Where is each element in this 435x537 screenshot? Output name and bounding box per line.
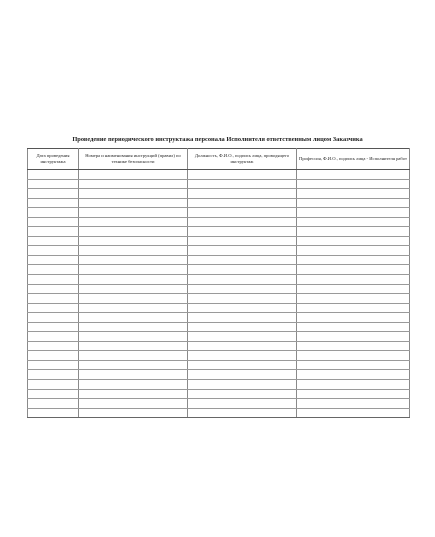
instruction-journal-table xyxy=(27,148,410,418)
table-cell xyxy=(297,294,410,304)
table-cell xyxy=(28,265,79,275)
table-cell xyxy=(297,170,410,180)
table-cell xyxy=(188,198,297,208)
table-cell xyxy=(28,294,79,304)
table-header-row xyxy=(28,149,410,170)
table-cell xyxy=(297,275,410,285)
table-cell xyxy=(297,351,410,361)
table-cell xyxy=(79,341,188,351)
table-cell xyxy=(297,284,410,294)
table-cell xyxy=(188,370,297,380)
table-cell xyxy=(297,265,410,275)
table-cell xyxy=(79,360,188,370)
table-cell xyxy=(188,389,297,399)
table-cell xyxy=(188,408,297,418)
table-cell xyxy=(188,380,297,390)
table-cell xyxy=(188,303,297,313)
header-date: Дата проведения инструктажа xyxy=(28,149,79,170)
table-cell xyxy=(28,389,79,399)
table-cell xyxy=(28,189,79,199)
table-row xyxy=(28,275,410,285)
table-row xyxy=(28,313,410,323)
table-cell xyxy=(79,275,188,285)
table-cell xyxy=(79,399,188,409)
table-row xyxy=(28,360,410,370)
table-cell xyxy=(28,313,79,323)
table-cell xyxy=(28,208,79,218)
document-title: Проведение периодического инструктажа персонала Исполнителя ответственным лицом Заказчика xyxy=(72,136,363,143)
table-row xyxy=(28,246,410,256)
table-cell xyxy=(188,246,297,256)
table-cell xyxy=(297,341,410,351)
table-cell xyxy=(297,198,410,208)
table-cell xyxy=(297,389,410,399)
table-cell xyxy=(188,189,297,199)
table-row xyxy=(28,380,410,390)
table-cell xyxy=(79,294,188,304)
table-cell xyxy=(297,227,410,237)
table-row xyxy=(28,408,410,418)
table-cell xyxy=(79,313,188,323)
table-cell xyxy=(28,246,79,256)
table-cell xyxy=(28,360,79,370)
table-cell xyxy=(28,236,79,246)
table-cell xyxy=(188,341,297,351)
table-row xyxy=(28,255,410,265)
table-cell xyxy=(188,322,297,332)
table-cell xyxy=(79,389,188,399)
table-cell xyxy=(188,179,297,189)
table-cell xyxy=(79,179,188,189)
table-cell xyxy=(28,332,79,342)
table-cell xyxy=(28,284,79,294)
table-cell xyxy=(28,341,79,351)
table-cell xyxy=(297,255,410,265)
table-cell xyxy=(188,170,297,180)
table-cell xyxy=(28,370,79,380)
table-cell xyxy=(188,294,297,304)
table-cell xyxy=(79,351,188,361)
table-row xyxy=(28,284,410,294)
header-performer: Профессия, Ф.И.О., подпись лица - Исполнителя работ xyxy=(297,149,410,170)
table-cell xyxy=(188,284,297,294)
table-cell xyxy=(79,189,188,199)
table-cell xyxy=(188,236,297,246)
table-cell xyxy=(297,370,410,380)
table-cell xyxy=(79,198,188,208)
table-cell xyxy=(79,236,188,246)
table-cell xyxy=(297,408,410,418)
table-cell xyxy=(297,332,410,342)
table-cell xyxy=(297,246,410,256)
table-cell xyxy=(28,380,79,390)
table-cell xyxy=(79,332,188,342)
table-cell xyxy=(79,170,188,180)
table-cell xyxy=(297,313,410,323)
table-row xyxy=(28,389,410,399)
table-row xyxy=(28,189,410,199)
table-cell xyxy=(28,255,79,265)
table-cell xyxy=(297,380,410,390)
table-cell xyxy=(79,246,188,256)
table-cell xyxy=(188,275,297,285)
table-cell xyxy=(188,208,297,218)
table-cell xyxy=(79,227,188,237)
table-cell xyxy=(188,360,297,370)
table-row xyxy=(28,341,410,351)
table-cell xyxy=(28,408,79,418)
table-row xyxy=(28,399,410,409)
table-cell xyxy=(79,380,188,390)
table-cell xyxy=(188,255,297,265)
table-cell xyxy=(28,303,79,313)
table-cell xyxy=(297,360,410,370)
table-cell xyxy=(79,303,188,313)
table-cell xyxy=(297,189,410,199)
table-cell xyxy=(28,399,79,409)
table-cell xyxy=(28,322,79,332)
table-cell xyxy=(28,198,79,208)
table-cell xyxy=(28,179,79,189)
table-cell xyxy=(79,265,188,275)
table-row xyxy=(28,332,410,342)
table-cell xyxy=(188,351,297,361)
table-cell xyxy=(188,313,297,323)
table-row xyxy=(28,179,410,189)
table-cell xyxy=(297,303,410,313)
table-cell xyxy=(79,408,188,418)
table-cell xyxy=(28,275,79,285)
table-row xyxy=(28,322,410,332)
table-cell xyxy=(297,399,410,409)
table-cell xyxy=(28,351,79,361)
table-cell xyxy=(188,332,297,342)
table-row xyxy=(28,170,410,180)
header-instruction-numbers: Номера и наименования инструкций (правил) по технике безопасности xyxy=(79,149,188,170)
table-cell xyxy=(188,399,297,409)
table-row xyxy=(28,227,410,237)
table-cell xyxy=(297,179,410,189)
table-cell xyxy=(79,284,188,294)
table-row xyxy=(28,351,410,361)
table-cell xyxy=(28,227,79,237)
table-cell xyxy=(79,255,188,265)
table-row xyxy=(28,303,410,313)
table-cell xyxy=(188,217,297,227)
table-cell xyxy=(297,217,410,227)
table-cell xyxy=(28,217,79,227)
table-cell xyxy=(297,322,410,332)
table-cell xyxy=(188,265,297,275)
table-cell xyxy=(79,217,188,227)
table-cell xyxy=(297,208,410,218)
table-cell xyxy=(79,208,188,218)
table-cell xyxy=(79,322,188,332)
table-row xyxy=(28,265,410,275)
table-cell xyxy=(188,227,297,237)
table-cell xyxy=(297,236,410,246)
table-row xyxy=(28,198,410,208)
table-row xyxy=(28,370,410,380)
header-instructor: Должность, Ф.И.О., подпись лица, проводящего инструктаж xyxy=(188,149,297,170)
table-row xyxy=(28,236,410,246)
table-cell xyxy=(79,370,188,380)
table-row xyxy=(28,294,410,304)
table-row xyxy=(28,208,410,218)
table-cell xyxy=(28,170,79,180)
table-body xyxy=(28,170,410,418)
table-row xyxy=(28,217,410,227)
